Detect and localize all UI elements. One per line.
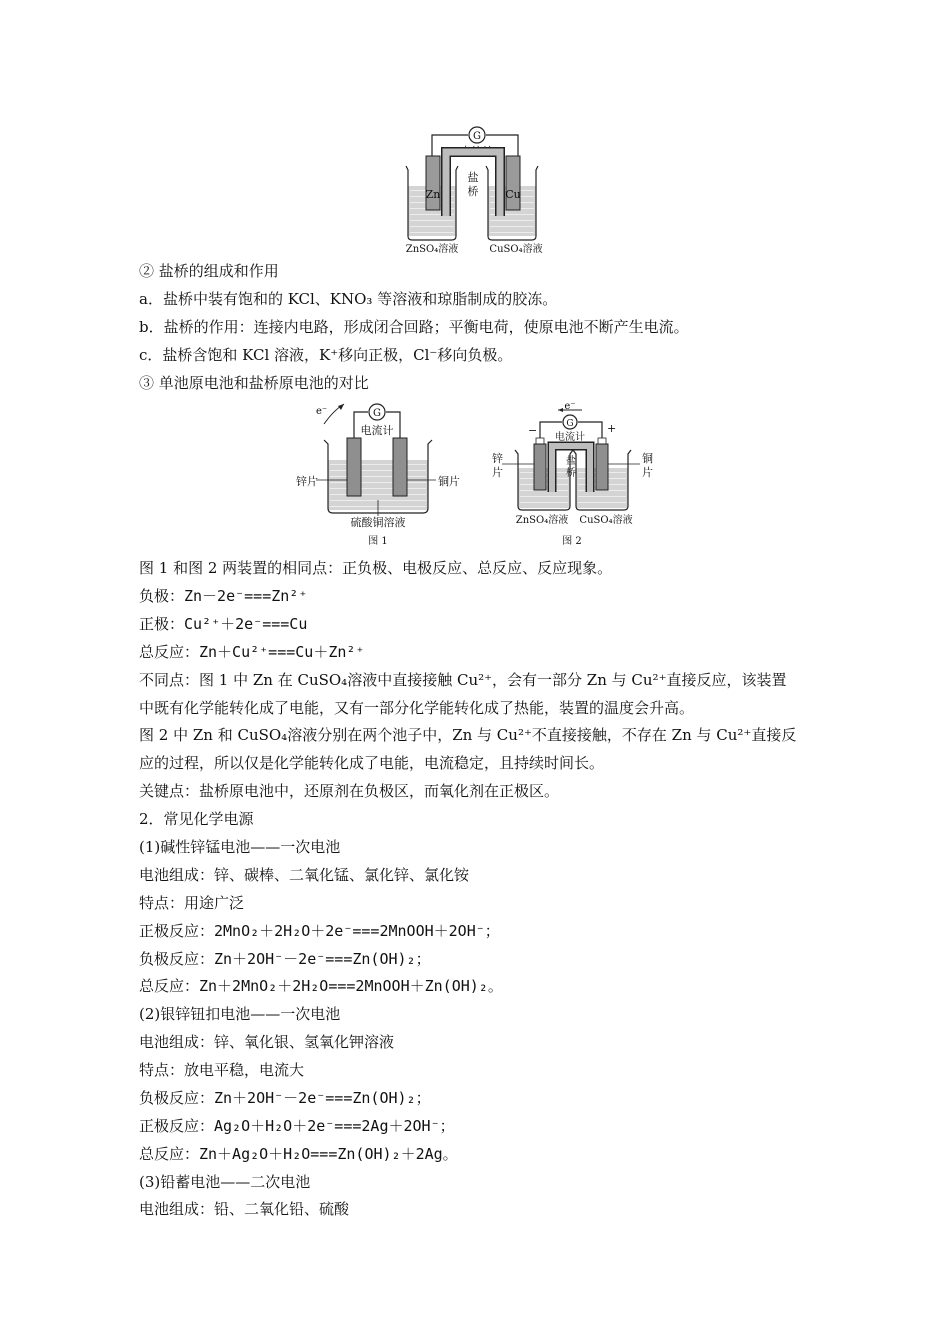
text-line: 特点：用途广泛 (139, 894, 245, 912)
equation-line: 正极：Cu²⁺＋2e⁻===Cu (139, 615, 308, 633)
svg-text:桥: 桥 (467, 185, 479, 198)
equation-line: 总反应：Zn＋Cu²⁺===Cu＋Zn²⁺ (139, 643, 365, 661)
text-line: 不同点：图 1 中 Zn 在 CuSO₄溶液中直接接触 Cu²⁺，会有一部分 Zn 与 Cu²⁺直接反应，该装置 (139, 671, 787, 689)
svg-text:e⁻: e⁻ (564, 401, 576, 412)
single-cell-figure-1 (296, 398, 476, 548)
text-line: 中既有化学能转化成了电能，又有一部分化学能转化成了热能，装置的温度会升高。 (139, 699, 695, 717)
svg-text:图 1: 图 1 (368, 536, 388, 547)
text-line: a．盐桥中装有饱和的 KCl、KNO₃ 等溶液和琼脂制成的胶冻。 (139, 290, 558, 308)
text-line: c．盐桥含饱和 KCl 溶液，K⁺移向正极，Cl⁻移向负极。 (139, 346, 513, 364)
svg-text:电流计: 电流计 (555, 432, 585, 443)
svg-text:锌: 锌 (492, 452, 503, 465)
svg-text:−: − (528, 424, 538, 437)
equation-line: 正极反应：Ag₂O＋H₂O＋2e⁻===2Ag＋2OH⁻； (139, 1117, 455, 1135)
text-line: (3)铅蓄电池——二次电池 (139, 1173, 311, 1191)
text-line: 关键点：盐桥原电池中，还原剂在负极区，而氧化剂在正极区。 (139, 782, 560, 800)
zn-electrode (426, 156, 440, 210)
copper-plate (393, 438, 407, 496)
svg-text:Zn: Zn (425, 188, 441, 201)
svg-text:片: 片 (642, 466, 653, 479)
svg-text:ZnSO₄溶液: ZnSO₄溶液 (405, 244, 459, 255)
text-line: 电池组成：锌、碳棒、二氧化锰、氯化锌、氯化铵 (139, 866, 470, 884)
svg-text:G: G (566, 419, 574, 429)
text-line: (2)银锌钮扣电池——一次电池 (139, 1005, 341, 1023)
svg-text:ZnSO₄溶液: ZnSO₄溶液 (515, 515, 569, 526)
equation-line: 负极反应：Zn＋2OH⁻－2e⁻===Zn(OH)₂； (139, 1089, 431, 1107)
cu-electrode (506, 156, 520, 210)
svg-text:桥: 桥 (566, 468, 576, 479)
svg-text:+: + (607, 422, 617, 435)
svg-text:电流计: 电流计 (460, 145, 494, 158)
electron-arrow-icon (558, 408, 563, 412)
equation-line: 负极反应：Zn＋2OH⁻－2e⁻===Zn(OH)₂； (139, 950, 431, 968)
svg-text:CuSO₄溶液: CuSO₄溶液 (489, 244, 543, 255)
equation-line: 总反应：Zn＋2MnO₂＋2H₂O===2MnOOH＋Zn(OH)₂。 (139, 977, 503, 995)
zinc-plate (534, 444, 546, 490)
zinc-plate (347, 438, 361, 496)
equation-line: 总反应：Zn＋Ag₂O＋H₂O===Zn(OH)₂＋2Ag。 (139, 1145, 458, 1163)
text-line: 图 1 和图 2 两装置的相同点：正负极、电极反应、总反应、反应现象。 (139, 559, 613, 577)
equation-line: 负极：Zn－2e⁻===Zn²⁺ (139, 587, 308, 605)
svg-text:G: G (473, 131, 481, 142)
equation-line: 正极反应：2MnO₂＋2H₂O＋2e⁻===2MnOOH＋2OH⁻； (139, 922, 500, 940)
svg-text:图 2: 图 2 (562, 536, 582, 547)
svg-text:硫酸铜溶液: 硫酸铜溶液 (350, 516, 406, 529)
text-line: ③ 单池原电池和盐桥原电池的对比 (139, 374, 369, 392)
svg-text:电流计: 电流计 (360, 424, 394, 437)
svg-text:Cu: Cu (505, 188, 521, 201)
svg-text:盐: 盐 (467, 171, 479, 184)
svg-text:e⁻: e⁻ (316, 406, 328, 417)
text-line: 图 2 中 Zn 和 CuSO₄溶液分别在两个池子中，Zn 与 Cu²⁺不直接接触，不存在 Zn 与 Cu²⁺直接反 (139, 726, 797, 744)
salt-bridge-cell-figure (400, 126, 565, 258)
salt-bridge-cell-figure-2 (490, 398, 660, 548)
svg-text:CuSO₄溶液: CuSO₄溶液 (579, 515, 633, 526)
text-line: 特点：放电平稳，电流大 (139, 1061, 305, 1079)
text-line: ② 盐桥的组成和作用 (139, 262, 279, 280)
text-line: b．盐桥的作用：连接内电路，形成闭合回路；平衡电荷，使原电池不断产生电流。 (139, 318, 689, 336)
copper-plate (596, 444, 608, 490)
svg-text:G: G (373, 408, 381, 419)
text-line: (1)碱性锌锰电池——一次电池 (139, 838, 341, 856)
svg-text:铜片: 铜片 (438, 475, 460, 488)
svg-text:铜: 铜 (642, 452, 653, 465)
svg-text:锌片: 锌片 (296, 475, 318, 488)
section-heading: 2．常见化学电源 (139, 810, 254, 828)
svg-text:片: 片 (492, 466, 503, 479)
text-line: 电池组成：铅、二氧化铅、硫酸 (139, 1200, 350, 1218)
text-line: 应的过程，所以仅是化学能转化成了电能，电流稳定，且持续时间长。 (139, 754, 605, 772)
text-line: 电池组成：锌、氧化银、氢氧化钾溶液 (139, 1033, 395, 1051)
svg-text:盐: 盐 (566, 456, 576, 467)
